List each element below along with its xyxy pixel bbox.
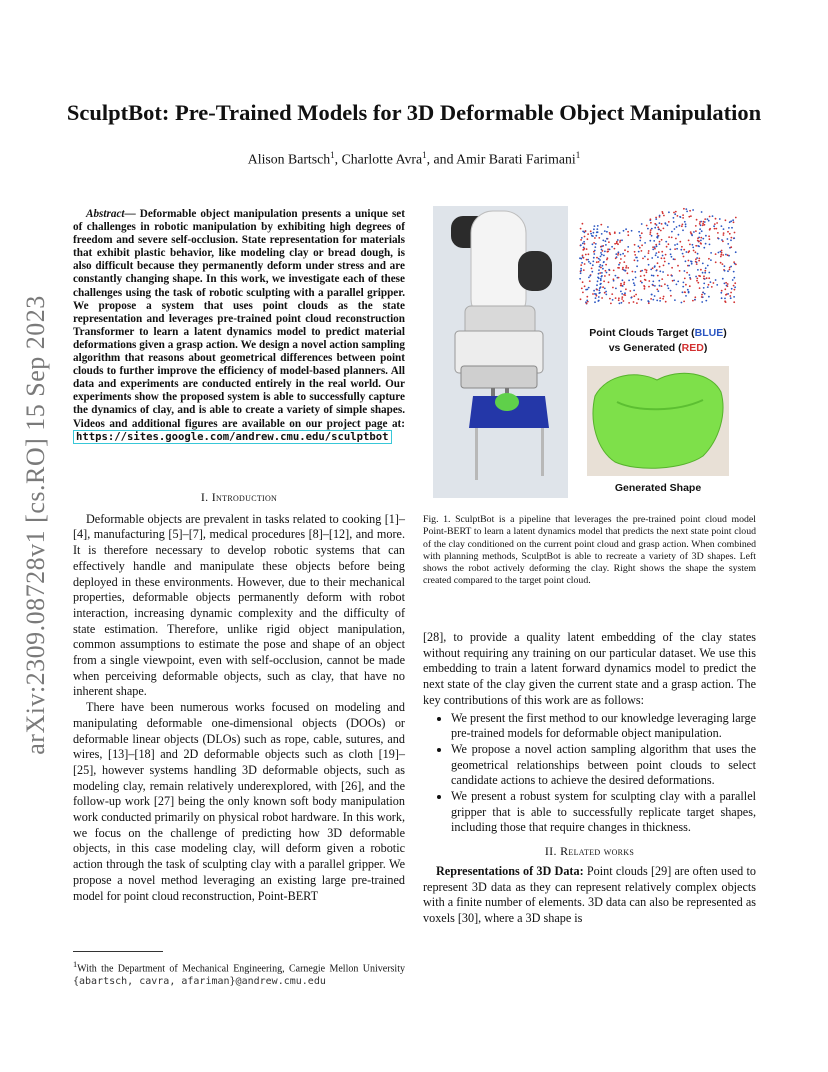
contribution-list bbox=[423, 711, 756, 837]
project-url-link[interactable]: https://sites.google.com/andrew.cmu.edu/sculptbot bbox=[73, 430, 392, 444]
figure-generated-shape bbox=[587, 366, 729, 476]
paper-title: SculptBot: Pre-Trained Models for 3D Deformable Object Manipulation bbox=[66, 100, 762, 125]
author-name: Alison Bartsch bbox=[247, 151, 331, 167]
intro-section bbox=[73, 490, 405, 904]
intro-paragraph: There have been numerous works focused on modeling and manipulating deformable one-dimensional objects (DOOs) or deformable linear objects (DLOs) such as rope, cable, sutures, and wires, [13]–[18] and 2D deformable objects such as cloth [19]–[25], however systems handling 3D deformable objects, such as modeling clay, remain relatively underexplored, with [26], and the follow-up work [27] being the only known soft body manipulation work conducted primarily on physical robot hardware. In this work, we focus on the challenge of predicting how 3D deformable objects, in this case modeling clay, will deform given a robotic action through the task of sculpting clay with a parallel gripper. We propose a novel method leveraging an existing large pre-trained model for point cloud reconstruction, Point-BERT bbox=[73, 700, 405, 903]
figure-label-generated-shape: Generated Shape bbox=[614, 482, 702, 494]
footnote-rule bbox=[73, 951, 163, 952]
figure-caption: Fig. 1. SculptBot is a pipeline that leverages the pre-trained point cloud model Point-BERT to learn a latent dynamics model that predicts the next state point cloud of the clay conditioned on the current point cloud and grasp action. When combined with planning methods, SculptBot is able to recreate a variety of 3D shapes. Left shows the robot actively deforming the clay. Right shows the shape the system created compared to the target point cloud. bbox=[423, 514, 756, 587]
list-item: • We propose a novel action sampling algorithm that uses the geometrical relationships between point clouds to select candidate actions to achieve the desired deformations. bbox=[451, 742, 756, 789]
abstract-label: Abstract bbox=[86, 208, 125, 220]
figure-robot-photo bbox=[433, 206, 568, 498]
author-emails: {abartsch, cavra, afariman}@andrew.cmu.edu bbox=[73, 976, 326, 988]
body-paragraph: [28], to provide a quality latent embedding of the clay states without requiring any training on our particular dataset. We use this embedding to train a latent forward dynamics model to predict the next state of the clay given the current state and a grasp action. The key contributions of this work are as follows: bbox=[423, 630, 756, 707]
right-column-text bbox=[423, 630, 756, 927]
section-heading: I. Introduction bbox=[200, 490, 278, 504]
section-heading: II. Related works bbox=[544, 844, 635, 859]
arxiv-identifier: arXiv:2309.08728v1 [cs.RO] 15 Sep 2023 bbox=[21, 295, 50, 755]
figure-point-cloud bbox=[574, 206, 742, 324]
author-list: Alison Bartsch$^1$, Charlotte Avra$^1$, and Amir Barati Farimani$^1$ bbox=[247, 150, 581, 167]
author-name: Charlotte Avra bbox=[341, 151, 423, 167]
intro-paragraph: Deformable objects are prevalent in tasks related to cooking [1]–[4], manufacturing [5]–[7], medical procedures [8]–[12], and more. It is therefore necessary to develop robotic systems that can effectively handle and manipulate these objects before being deployed in these environments. However, due to their mechanical properties, deformable objects permanently deform with robot interaction, increasing dynamic complexity and the difficulty of state estimation. Therefore, unlike rigid object manipulation, common assumptions to estimate the pose and shape of an object from a single viewpoint, even with self-occlusion, cannot be made when perceiving deformable objects, such as clay, that have no inherent shape. bbox=[73, 511, 405, 699]
body-paragraph: Representations of 3D Data: Point clouds [29] are often used to represent 3D data as they can represent relatively complex objects with a finite number of elements. 3D data can also be represented as voxels [30], where a 3D shape is bbox=[423, 863, 756, 925]
list-item: • We present the first method to our knowledge leveraging large pre-trained models for deformable object manipulation. bbox=[451, 711, 756, 742]
figure-label-point-clouds: Point Clouds Target (BLUE) vs Generated (RED) bbox=[589, 327, 727, 354]
author-name: Amir Barati Farimani bbox=[456, 151, 576, 167]
abstract: Abstract— Deformable object manipulation presents a unique set of challenges in robotic manipulation by exhibiting high degrees of freedom and severe self-occlusion. State representation for materials that exhibit plastic behavior, like modeling clay or bread dough, is also difficult because they permanently deform under stress and are constantly changing shape. In this work, we investigate each of these challenges using the task of robotic sculpting with a parallel gripper. We propose a system that uses point clouds as the state representation and leverages pre-trained point cloud reconstruction Transformer to learn a latent dynamics model to predict material deformations given a grasp action. We design a novel action sampling algorithm that reasons about geometrical differences between point clouds to further improve the efficiency of model-based planners. All data and experiments are conducted entirely in the real world. Our experiments show the proposed system is able to successfully capture the dynamics of clay, and is able to create a variety of simple shapes. Videos and additional figures are available on our project page at: https://sites.google.com/andrew.cmu.edu/sculptbot bbox=[73, 208, 405, 443]
footnote: $^1$With the Department of Mechanical Engineering, Carnegie Mellon University {abartsch, cavra, afariman}@andrew.cmu.edu bbox=[73, 960, 405, 988]
list-item: • We present a robust system for sculpting clay with a parallel gripper that is able to successfully replicate target shapes, including those that require changes in thickness. bbox=[451, 789, 756, 836]
